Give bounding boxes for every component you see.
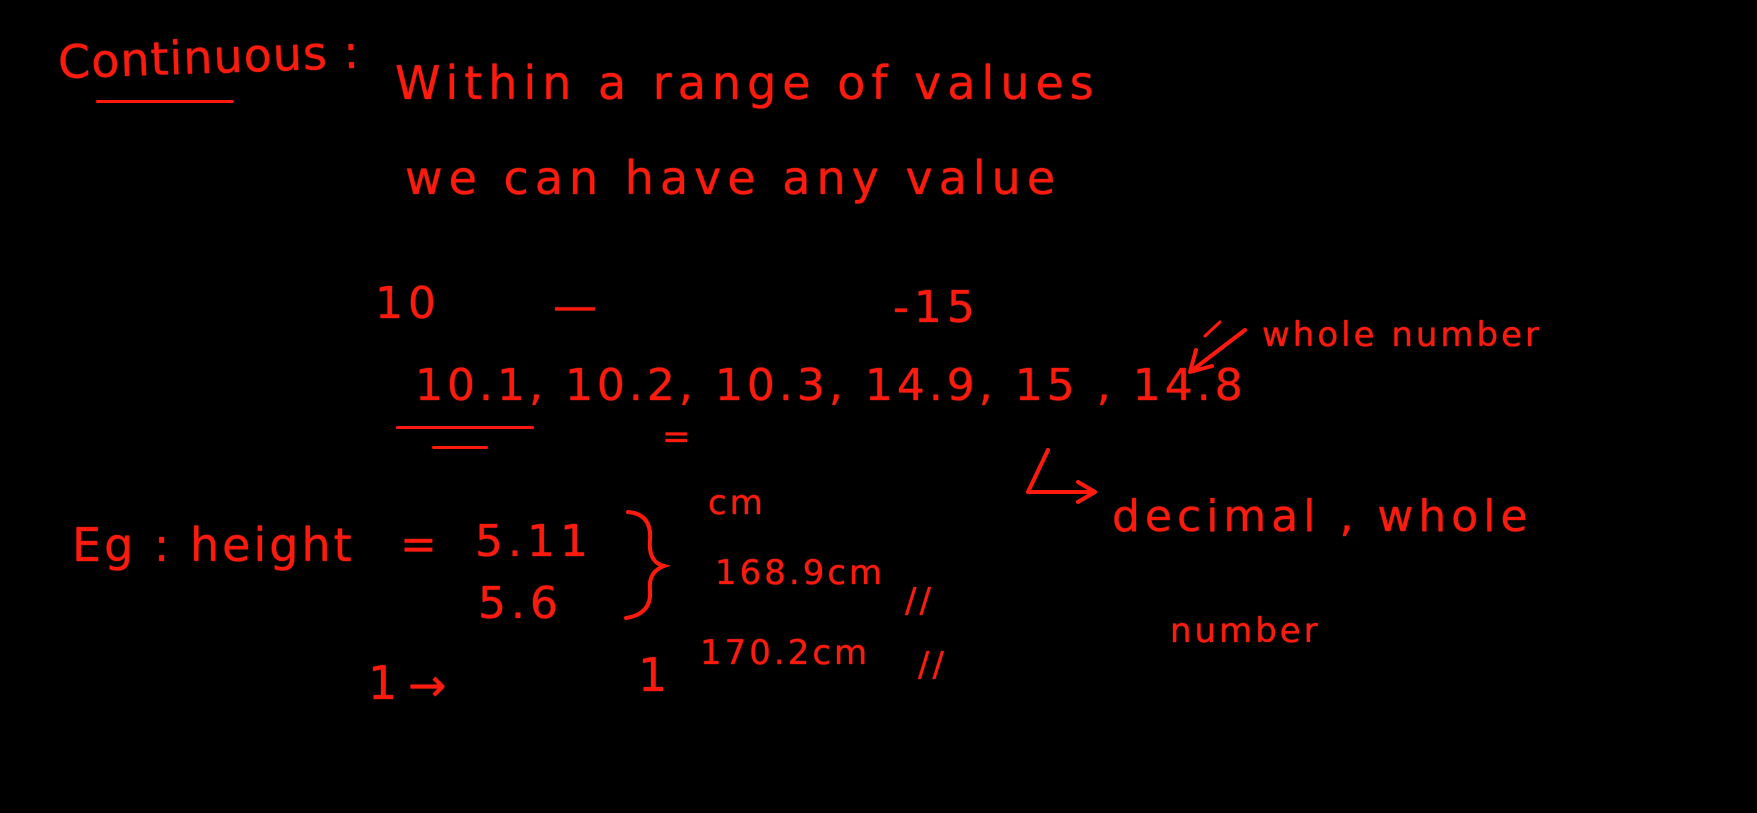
range-end: -15 — [893, 282, 980, 333]
height-value-2: 5.6 — [478, 578, 563, 629]
ditto-mark-2: // — [918, 645, 947, 685]
number-label: number — [1170, 611, 1321, 651]
whole-number-tick-icon — [1205, 322, 1220, 336]
example-values: 10.1, 10.2, 10.3, 14.9, 15 , 14.8 — [415, 360, 1247, 411]
bottom-arrow: → — [408, 658, 453, 712]
bottom-one-left: 1 — [368, 656, 404, 710]
heading-continuous: Continuous : — [57, 24, 361, 90]
definition-line-1: Within a range of values — [395, 56, 1100, 110]
cm-value-1: 168.9cm — [715, 553, 886, 593]
height-value-1: 5.11 — [475, 516, 593, 567]
range-start: 10 — [375, 278, 441, 329]
whole-number-label: whole number — [1262, 315, 1543, 355]
unit-cm: cm — [708, 483, 766, 523]
cm-value-2: 170.2cm — [700, 633, 871, 673]
equals-marker: = — [662, 417, 694, 457]
definition-line-2: we can have any value — [405, 151, 1062, 205]
decimal-whole-label: decimal , whole — [1112, 491, 1533, 542]
bottom-one-right: 1 — [638, 648, 674, 702]
example-height-label: Eg : height — [72, 518, 355, 572]
whole-number-arrow-icon — [1190, 330, 1245, 372]
height-equals: = — [400, 519, 442, 570]
ditto-mark-1: // — [905, 581, 934, 621]
bent-arrow-icon — [1028, 450, 1095, 502]
curly-brace-icon — [626, 512, 664, 618]
range-dash: — — [553, 281, 602, 332]
